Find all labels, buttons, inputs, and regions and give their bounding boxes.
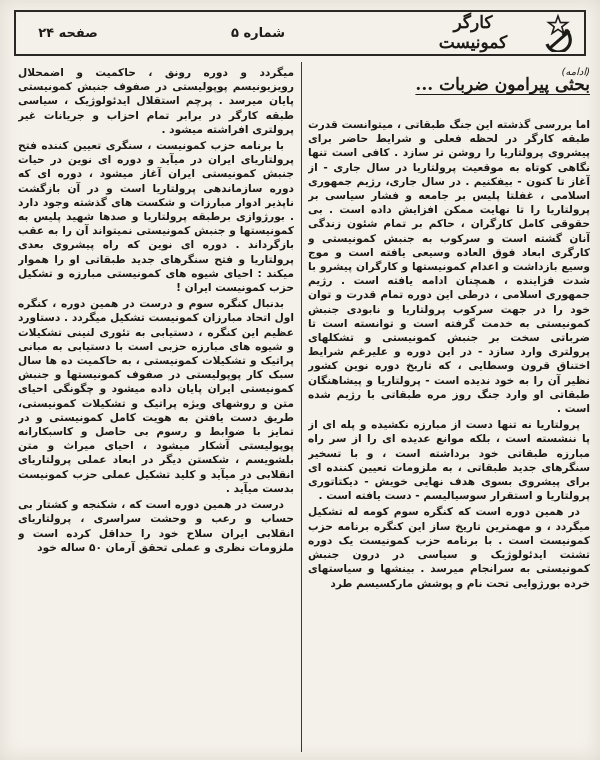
publication-title: کارگر کمونیست: [438, 13, 508, 53]
left-column: [18, 66, 294, 750]
page-number: صفحه ۲۴: [38, 25, 98, 41]
hammer-sickle-star-icon: [536, 13, 580, 53]
issue-number: شماره ۵: [230, 25, 285, 41]
right-column: [308, 66, 590, 750]
continuation-label: (ادامه): [561, 67, 590, 78]
right-column-body: [308, 118, 590, 591]
paragraph: پرولتاریا نه تنها دست از مبارزه نکشیده و پله ای از پا ننشسته است ، بلکه موانع عدیده ای را از سر راه مبارزه طبقاتی خود برداشته است ، و با تسخیر سنگرهای جدید طبقاتی ، به ملزومات تعیین کننده ای برای پیشروی بسوی هدف نهایی خویش - دیکتاتوری پرولتاریا و استقرار سوسیالیسم - دست یافته است .: [308, 419, 590, 503]
masthead: [14, 10, 586, 56]
column-divider: [301, 62, 302, 752]
paragraph: درست در همین دوره است که ، شکنجه و کشتار بی حساب و رعب و وحشت سراسری ، پرولتاریای انقلابی ایران سلاح خود را حداقل کرده است و ملزومات نظری و عملی تحقق آرمان ۵۰ ساله خود: [18, 499, 294, 554]
article-heading: [308, 66, 590, 110]
article-title: بحثی پیرامون ضربات ...: [415, 75, 590, 95]
paragraph: با برنامه حزب کمونیست ، سنگری تعیین کننده فتح پرولتاریای ایران در میآید و دوره ای نوین در حیات جنبش کمونیستی ایران آغاز میشود ، دوره ای که دوره سازماندهی پرولتاریا است و در آن بازگشت ناپذیر ادوار مبارزات و شکست های گذشته وجود دارد . بورژوازی برطبقه پرولتاریا و صدها شهید پلیس به کمونیستها و جنبش کمونیستی نمیتواند آن را به عقب بازگرداند . دوره ای نوین که راه پیشروی بعدی پرولتاریا و فتح سنگرهای جدید طبقاتی او را هموار میکند : احیای شیوه های کمونیستی مبارزه و تشکیل حزب کمونیست ایران !: [18, 140, 294, 295]
paragraph: اما بررسی گذشته این جنگ طبقاتی ، میتوانست قدرت طبقه کارگر در لحظه فعلی و شرایط حاضر برای پیشروی پرولتاریا را روشن تر سازد . کافی است تنها نگاهی کوتاه به موقعیت پرولتاریا در سال جاری - از آغاز تا کنون - بیفکنیم . در سال جاری، رژیم جمهوری اسلامی ، غفلتا پلیس بر جامعه و فشار سیاسی بر پرولتاریا را تا نهایت ممکن افزایش داده است . بی حقوقی کامل کارگران ، حاکم بر تمام شئون زندگی آنان گشته است و سرکوب به جنبش کمونیستی و کارگری ابعاد فوق العاده وسیعی یافته است و موج وسیع بازداشت و اعدام کمونیستها و کارگران پیشرو با شدت فزاینده ، همچنان ادامه یافته است . رژیم جمهوری اسلامی ، درطی این دوره تمام قدرت و توان خود را در جهت سرکوب پرولتاریا و نابودی جنبش کمونیستی به خدمت گرفته است و توانسته است تا ضرباتی سخت بر جنبش کمونیستی و تشکلهای پرولتری وارد سازد - در این دوره و علیرغم شرایط اختناق قرون وسطایی ، که تاریخ دوره نوین کشور نظیر آن را به خود ندیده است - پرولتاریا و پیشاهنگان طبقاتی او وارد جنگ روز مره طبقاتی با رژیم شده است .: [308, 119, 590, 416]
paragraph: میگردد و دوره رونق ، حاکمیت و اضمحلال رویزیونیسم پوپولیستی در صفوف جنبش کمونیستی پایان میرسد . پرچم استقلال ایدئولوژیک ، سیاسی طبقه کارگر در برابر تمام احزاب و جریانات غیر پرولتری افراشته میشود .: [18, 67, 294, 136]
paragraph: بدنبال کنگره سوم و درست در همین دوره ، کنگره اول اتحاد مبارزان کمونیست تشکیل میگردد . دستاورد عظیم این کنگره ، دستیابی به تئوری لنینی تشکیلات و شیوه های مبارزه حزبی است با دستیابی به مبانی پراتیک و تشکیلات کمونیستی ، به حاکمیت ده ها سال سبک کار پوپولیستی در صفوف کمونیستها و جنبش کمونیستی ایران پایان داده میشود و چگونگی احیای متن و روشهای ویژه پراتیک و تشکیلات کمونیستی، طریق دست یافتن به هویت کامل کمونیستی و در تمایز با ضوابط و رسوم بی حاصل و کاسبکارانه پوپولیستی آشکار میشود ، احیای میراث و متن بلشویسم ، شکستن دیگر در ابعاد عملی پرولتاریای انقلابی در میآید و کلید تشکیل عملی حزب کمونیست بدست میآید .: [18, 298, 294, 495]
paragraph: در همین دوره است که کنگره سوم کومه له تشکیل میگردد ، و مهمترین تاریخ ساز این کنگره برنامه حزب کمونیست است . با برنامه حزب کمونیست یک دوره تشتت ایدئولوژیک و سیاسی در درون جنبش کمونیستی به سرانجام میرسد . بینشها و سیاستهای خرده بورژوایی تحت نام و پوشش مارکسیسم طرد: [308, 506, 590, 590]
